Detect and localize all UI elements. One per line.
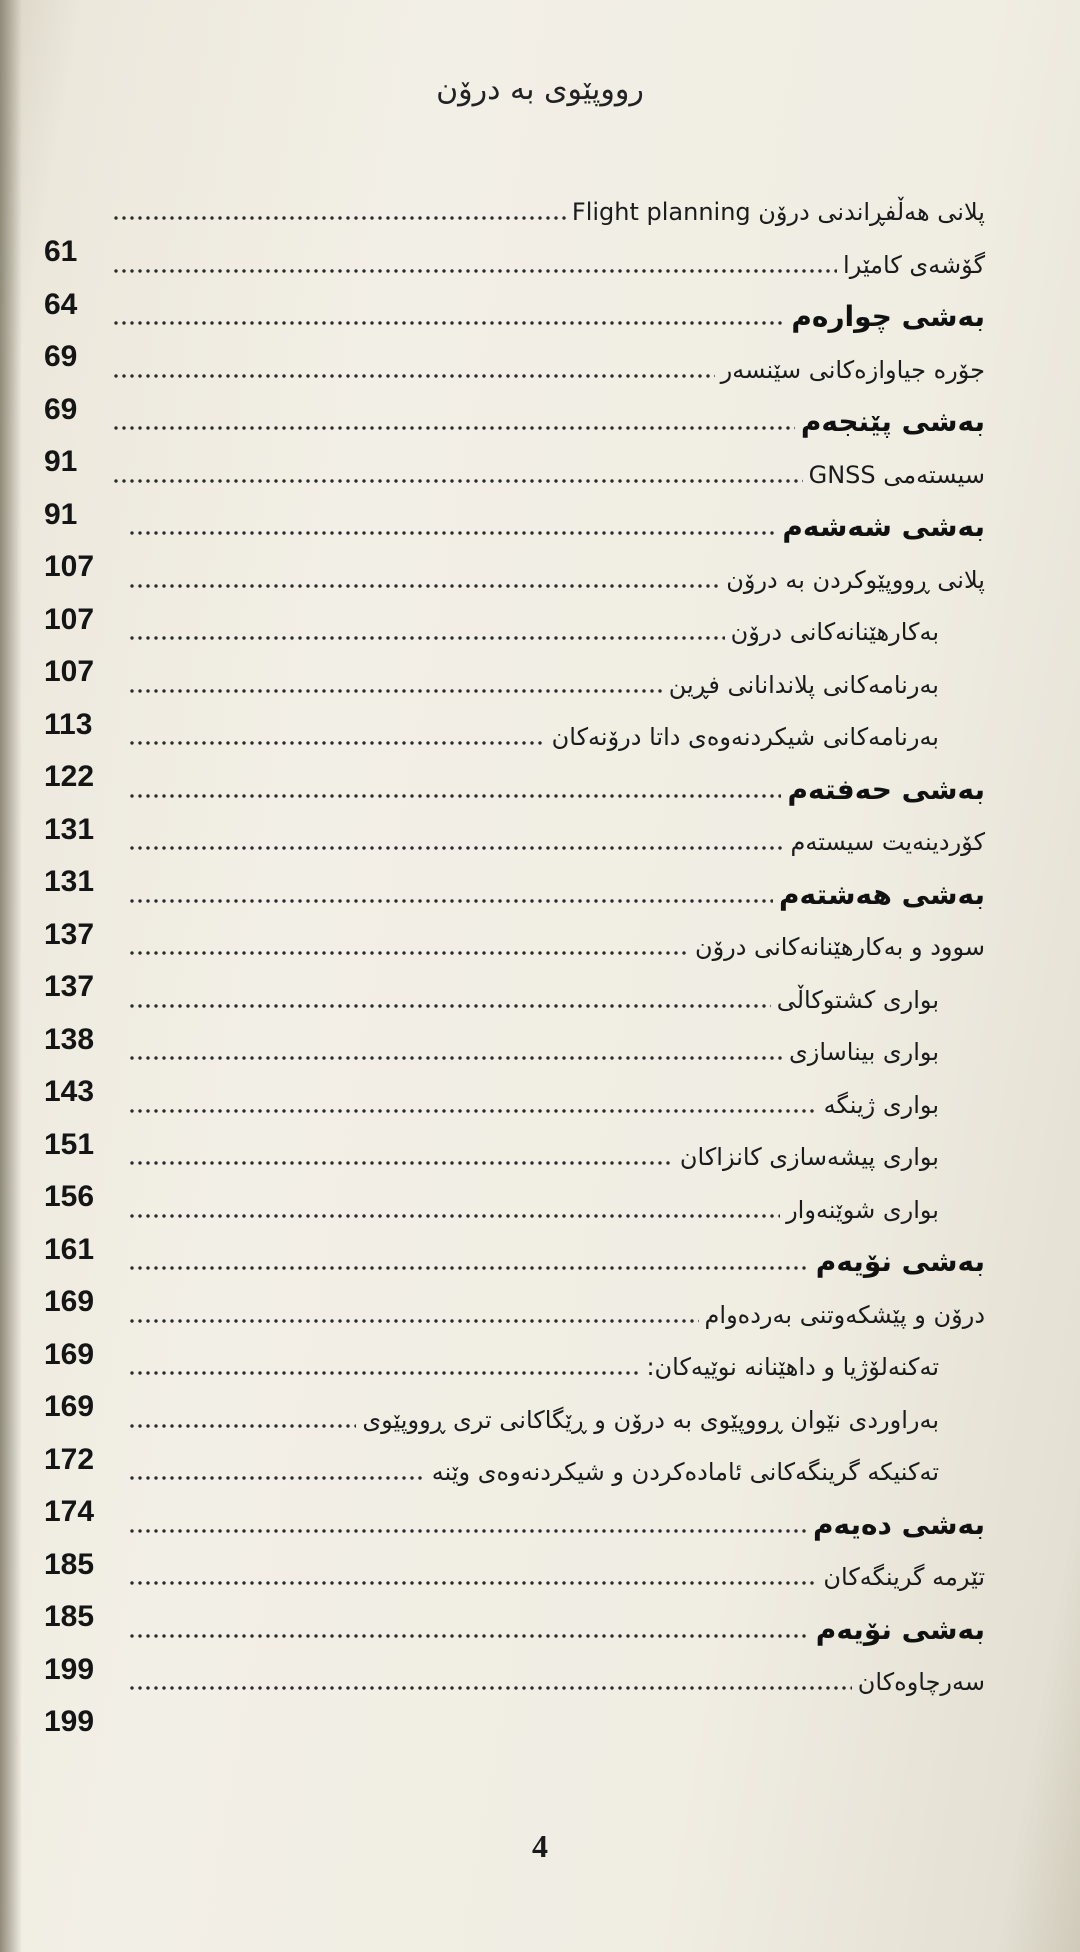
toc-page-number: 137: [44, 917, 95, 951]
toc-chapter-heading: بەشی نۆیەم: [815, 1245, 985, 1278]
toc-page-number: 131: [44, 865, 95, 898]
toc-chapter-heading: بەشی چوارەم: [791, 300, 985, 333]
toc-dot-leader: [128, 636, 725, 640]
toc-page-number: 69: [44, 392, 78, 426]
toc-page-number: 169: [44, 1337, 95, 1371]
toc-chapter-heading: بەشی دەیەم: [812, 1507, 985, 1541]
toc-entry-title: تەکنەلۆژیا و داهێنانە نوێیەکان:: [646, 1353, 939, 1381]
toc-dot-leader: [128, 794, 781, 798]
toc-dot-leader: [128, 689, 663, 693]
toc-entry-title: بەرنامەکانی پلاندانانی فڕین: [668, 670, 939, 699]
toc-dot-leader: [112, 269, 837, 273]
toc-page-number: 169: [44, 1285, 95, 1318]
toc-entry-title: بواری شوێنەوار: [786, 1195, 939, 1224]
running-header: رووپێوی به درۆن: [436, 72, 644, 107]
toc-page-number: 174: [44, 1495, 95, 1528]
toc-dot-leader: [128, 1056, 783, 1060]
toc-entry-title: بواری بیناسازی: [788, 1038, 939, 1066]
toc-page-number: 151: [44, 1127, 95, 1161]
toc-dot-leader: [112, 216, 566, 220]
toc-page-number: 69: [44, 340, 78, 373]
toc-page-number: 113: [44, 707, 93, 741]
toc-dot-leader: [128, 1266, 810, 1270]
toc-page-number: 107: [44, 550, 95, 583]
toc-dot-leader: [112, 374, 715, 378]
toc-chapter-heading: بەشی پێنجەم: [800, 405, 985, 438]
toc-page-number: 107: [44, 655, 95, 688]
toc-page-number: 137: [44, 970, 95, 1003]
toc-dot-leader: [128, 584, 720, 588]
toc-page-number: 143: [44, 1075, 95, 1108]
toc-chapter-heading: بەشی نۆیەم: [815, 1612, 985, 1646]
toc-entry-title: تەکنیکە گرینگەکانی ئامادەکردن و شیکردنەوەی وێنە: [431, 1458, 939, 1486]
toc-entry-title: بواری ژینگە: [823, 1090, 939, 1119]
toc-entry-title: سیستەمی GNSS: [808, 460, 985, 489]
toc-dot-leader: [112, 321, 785, 325]
toc-page-number: 199: [44, 1705, 95, 1738]
toc-entry-title: بەراوردی نێوان ڕووپێوی بە درۆن و ڕێگاکانی تری ڕووپێوی: [362, 1405, 939, 1434]
toc-chapter-heading: بەشی حەفتەم: [787, 772, 985, 806]
toc-dot-leader: [128, 1476, 426, 1480]
toc-page-number: 169: [44, 1390, 95, 1423]
toc-entry-title: کۆردینەیت سیستەم: [790, 828, 985, 856]
toc-dot-leader: [128, 899, 773, 903]
toc-page-number: 172: [44, 1442, 95, 1476]
toc-entry-title: پلانی ڕووپێوکردن بە درۆن: [726, 565, 985, 594]
toc-entry-title: تێرمە گرینگەکان: [823, 1563, 985, 1591]
toc-dot-leader: [128, 1424, 356, 1428]
toc-dot-leader: [128, 1109, 818, 1113]
toc-entry-title: پلانی هەڵفڕاندنی درۆن Flight planning: [571, 198, 985, 226]
toc-dot-leader: [128, 1161, 674, 1165]
toc-page-number: 91: [44, 497, 78, 531]
toc-dot-leader: [128, 1004, 771, 1008]
toc-page-number: 91: [44, 445, 78, 478]
toc-dot-leader: [112, 479, 803, 483]
toc-dot-leader: [128, 531, 776, 535]
toc-entry-title: گۆشەی کامێرا: [843, 250, 985, 279]
toc-chapter-heading: بەشی هەشتەم: [779, 877, 985, 911]
toc-entry-title: سەرچاوەکان: [857, 1668, 985, 1696]
toc-entry-title: بواری پیشەسازی کانزاکان: [679, 1143, 939, 1171]
page-number: 4: [532, 1828, 548, 1864]
toc-page-number: 199: [44, 1652, 95, 1686]
toc-page-number: 185: [44, 1547, 95, 1581]
toc-page-number: 107: [44, 602, 95, 636]
toc-page-number: 61: [44, 235, 78, 268]
toc-dot-leader: [128, 951, 689, 955]
toc-page-number: 122: [44, 760, 95, 793]
toc-dot-leader: [128, 741, 546, 745]
toc-chapter-heading: بەشی شەشەم: [782, 510, 985, 543]
toc-dot-leader: [128, 846, 785, 850]
toc-dot-leader: [128, 1319, 699, 1323]
toc-dot-leader: [128, 1529, 807, 1533]
toc-dot-leader: [128, 1581, 817, 1585]
toc-dot-leader: [112, 426, 795, 430]
toc-dot-leader: [128, 1634, 810, 1638]
toc-page-number: 156: [44, 1180, 95, 1213]
toc-entry-title: درۆن و پێشکەوتنی بەردەوام: [704, 1300, 985, 1329]
toc-page-number: 64: [44, 287, 78, 321]
toc-dot-leader: [128, 1686, 852, 1690]
toc-entry-title: بواری کشتوکاڵی: [776, 985, 939, 1014]
toc-page-number: 161: [44, 1232, 95, 1266]
toc-entry-title: بەرنامەکانی شیکردنەوەی داتا درۆنەکان: [551, 723, 939, 751]
toc-entry-title: بەکارهێنانەکانی درۆن: [730, 618, 939, 646]
toc-entry-title: سوود و بەکارهێنانەکانی درۆن: [694, 933, 985, 961]
toc-dot-leader: [128, 1371, 640, 1375]
toc-page-number: 185: [44, 1600, 95, 1633]
toc-entry-title: جۆرە جیاوازەکانی سێنسەر: [720, 355, 985, 384]
toc-page-number: 131: [44, 812, 95, 846]
toc-dot-leader: [128, 1214, 780, 1218]
toc-page-number: 138: [44, 1022, 95, 1056]
